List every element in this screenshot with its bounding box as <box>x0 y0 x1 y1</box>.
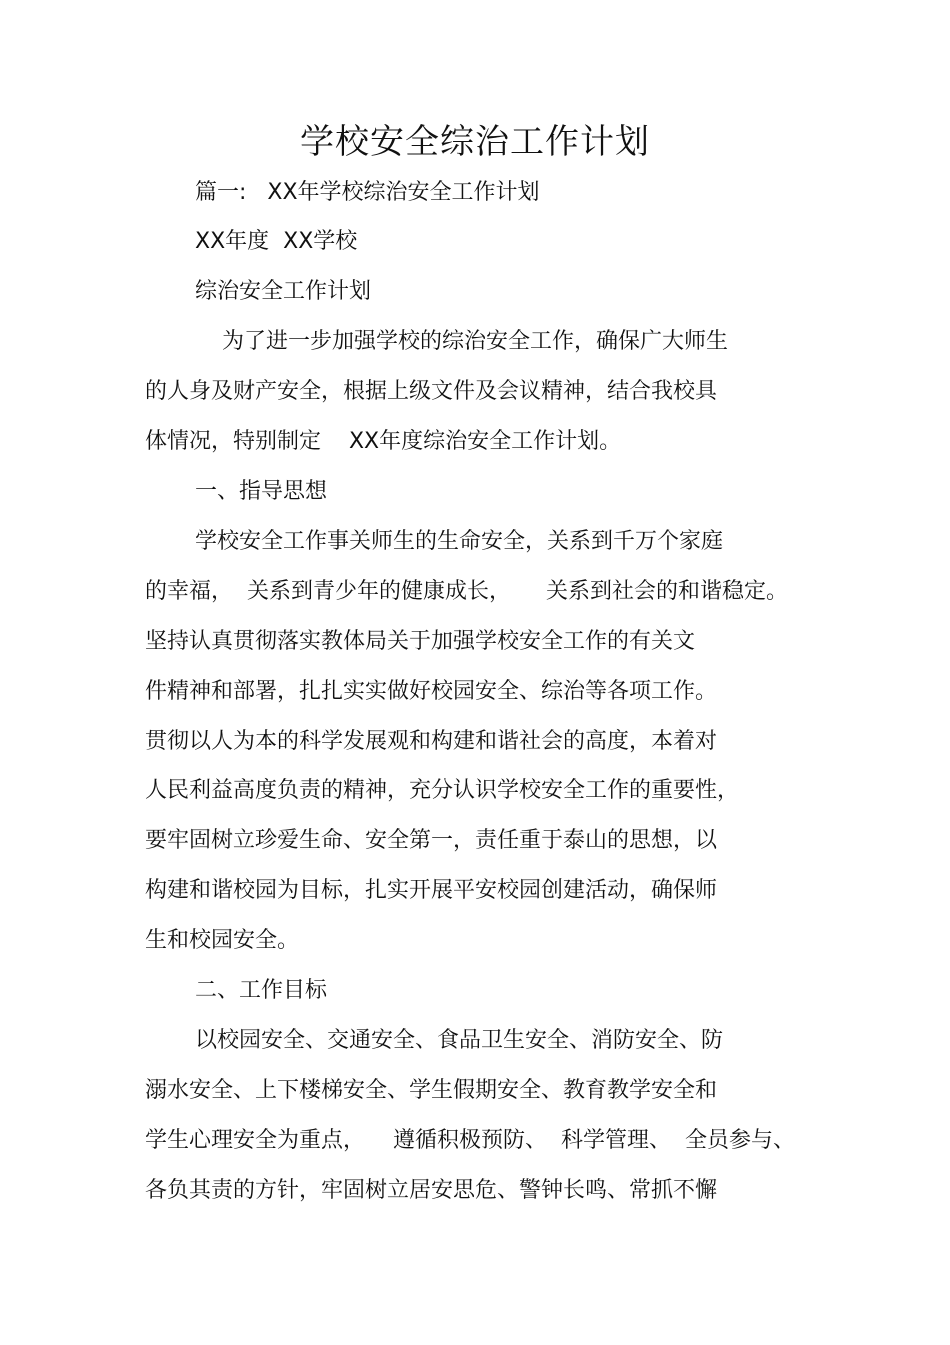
text-line-year-school: XX年度 XX学校 <box>195 229 358 254</box>
text-line: 坚持认真贯彻落实教体局关于加强学校安全工作的有关文 <box>145 629 696 654</box>
section-heading-work-goals: 二、工作目标 <box>195 978 328 1003</box>
document-title: 学校安全综治工作计划 <box>300 122 650 162</box>
text-line: 学生心理安全为重点， 遵循积极预防、 科学管理、 全员参与、 <box>145 1128 795 1153</box>
text-line: 以校园安全、交通安全、食品卫生安全、消防安全、防 <box>195 1028 724 1053</box>
text-line: 人民利益高度负责的精神，充分认识学校安全工作的重要性， <box>145 778 740 803</box>
text-line: 件精神和部署，扎扎实实做好校园安全、综治等各项工作。 <box>145 679 718 704</box>
text-line: 的幸福， 关系到青少年的健康成长， 关系到社会的和谐稳定。 <box>145 579 788 604</box>
text-line: 为了进一步加强学校的综治安全工作，确保广大师生 <box>222 329 729 354</box>
text-line: 学校安全工作事关师生的生命安全，关系到千万个家庭 <box>195 529 724 554</box>
text-line: 构建和谐校园为目标，扎实开展平安校园创建活动，确保师 <box>145 878 718 903</box>
text-line: 要牢固树立珍爱生命、安全第一，责任重于泰山的思想，以 <box>145 828 718 853</box>
text-line-subtitle: 篇一: XX年学校综治安全工作计划 <box>195 180 540 205</box>
text-line: 的人身及财产安全，根据上级文件及会议精神，结合我校具 <box>145 379 718 404</box>
text-line-plan-name: 综治安全工作计划 <box>195 279 372 304</box>
text-line: 贯彻以人为本的科学发展观和构建和谐社会的高度，本着对 <box>145 729 718 754</box>
text-line: 体情况，特别制定 XX年度综治安全工作计划。 <box>145 429 622 454</box>
section-heading-guiding-thought: 一、指导思想 <box>195 479 328 504</box>
text-line: 各负其责的方针，牢固树立居安思危、警钟长鸣、常抓不懈 <box>145 1178 718 1203</box>
text-line: 溺水安全、上下楼梯安全、学生假期安全、教育教学安全和 <box>145 1078 718 1103</box>
text-line: 生和校园安全。 <box>145 928 300 953</box>
